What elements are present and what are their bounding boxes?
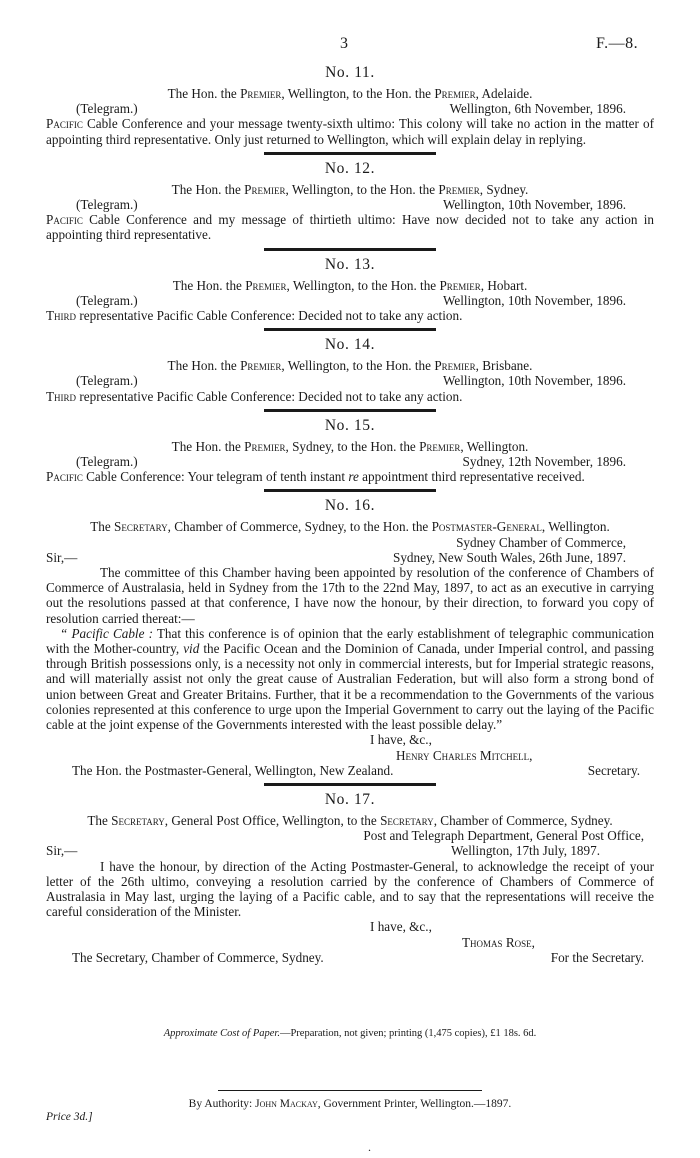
message-body: Pacific Cable Conference and my message of thirtieth ultimo: Have now decided not to take any action in appointing third representative.	[46, 212, 654, 243]
message-number: No. 13.	[324, 255, 376, 273]
salutation: Sir,—	[46, 843, 78, 859]
message-body: Third representative Pacific Cable Conference: Decided not to take any action.	[46, 308, 463, 324]
message-heading: The Hon. the Premier, Sydney, to the Hon. the Premier, Wellington.	[171, 438, 529, 454]
message-number: No. 15.	[324, 416, 376, 434]
telegram-line	[46, 373, 654, 388]
place-date: Sydney, New South Wales, 26th June, 1897.	[392, 549, 626, 565]
message-number: No. 14.	[324, 336, 376, 354]
telegram-label: (Telegram.)	[76, 292, 138, 308]
place-date: Wellington, 10th November, 1896.	[442, 373, 626, 389]
telegram-line	[46, 293, 654, 308]
addressee-line	[46, 950, 654, 965]
signer-title: For the Secretary.	[550, 949, 644, 965]
bottom-mark: .	[368, 1140, 371, 1154]
message-body: Third representative Pacific Cable Conference: Decided not to take any action.	[46, 388, 463, 404]
telegram-label: (Telegram.)	[76, 197, 138, 213]
salutation-line	[46, 843, 654, 858]
section-rule	[264, 489, 436, 492]
telegram-line	[46, 454, 654, 469]
section-rule	[264, 328, 436, 331]
message-heading: The Hon. the Premier, Wellington, to the Hon. the Premier, Sydney.	[171, 181, 529, 197]
salutation: Sir,—	[46, 549, 78, 565]
letter-paragraph: I have the honour, by direction of the Acting Postmaster-General, to acknowledge the receipt of your letter of the 26th ultimo, conveying a resolution carried by the conference of Chambers of Commerce of Australasia in May last, urging the laying of a Pacific cable, and to say that the representations will receive the careful consideration of the Minister.	[46, 858, 654, 920]
message-heading: The Secretary, General Post Office, Wellington, to the Secretary, Chamber of Commerce, Sydney.	[87, 812, 613, 828]
place-date: Wellington, 17th July, 1897.	[450, 843, 600, 859]
signer-name: Thomas Rose,	[462, 934, 535, 950]
addressee: The Secretary, Chamber of Commerce, Sydney.	[72, 949, 324, 965]
message-number: No. 12.	[324, 159, 376, 177]
page-body	[46, 64, 654, 965]
page-number: 3	[340, 35, 348, 52]
message-15	[46, 417, 654, 493]
salutation-line	[46, 550, 654, 565]
message-heading: The Hon. the Premier, Wellington, to the Hon. the Premier, Brisbane.	[167, 358, 533, 374]
place-date: Wellington, 10th November, 1896.	[442, 197, 626, 213]
message-13	[46, 256, 654, 332]
message-number: No. 11.	[325, 64, 375, 81]
closing: I have, &c.,	[370, 732, 432, 748]
message-body: Pacific Cable Conference: Your telegram of tenth instant re appointment third representative received.	[46, 469, 585, 485]
letter-17	[46, 791, 654, 965]
message-12	[46, 160, 654, 251]
addressee-line	[46, 763, 654, 778]
message-heading: The Secretary, Chamber of Commerce, Sydney, to the Hon. the Postmaster-General, Wellington.	[90, 519, 610, 535]
message-number: No. 16.	[324, 497, 376, 515]
message-body: Pacific Cable Conference and your message twenty-sixth ultimo: This colony will take no action in the matter of appointing third representative. Only just returned to Wellington, which will explain delay in replying.	[46, 116, 654, 147]
cost-note: Approximate Cost of Paper.—Preparation, not given; printing (1,475 copies), £1 18s. 6d.	[163, 1028, 537, 1039]
sender-address: Sydney Chamber of Commerce,	[456, 534, 626, 550]
section-rule	[264, 248, 436, 251]
section-rule	[264, 152, 436, 155]
place-date: Wellington, 6th November, 1896.	[449, 101, 626, 117]
section-rule	[264, 409, 436, 412]
place-date: Sydney, 12th November, 1896.	[462, 454, 626, 470]
document-reference: F.—8.	[596, 35, 639, 52]
signer-title: Secretary.	[587, 762, 640, 778]
printer-authority: By Authority: John Mackay, Government Printer, Wellington.—1897.	[188, 1098, 512, 1110]
message-14	[46, 336, 654, 412]
letter-paragraph: The committee of this Chamber having been appointed by resolution of the conference of Chambers of Commerce of Australasia, held in Sydney from the 17th to the 22nd May, 1897, to act as an executive in carrying out the resolutions passed at that conference, I have now the honour, by their direction, to forward you copy of resolution carried thereat:—	[46, 565, 654, 626]
closing: I have, &c.,	[370, 919, 432, 935]
telegram-line	[46, 101, 654, 116]
letter-16	[46, 497, 654, 785]
message-heading: The Hon. the Premier, Wellington, to the Hon. the Premier, Hobart.	[172, 277, 528, 293]
section-rule	[264, 783, 436, 786]
telegram-line	[46, 197, 654, 212]
telegram-label: (Telegram.)	[76, 373, 138, 389]
message-number: No. 17.	[324, 790, 376, 808]
place-date: Wellington, 10th November, 1896.	[442, 292, 626, 308]
sender-address: Post and Telegraph Department, General Post Office,	[363, 828, 644, 844]
message-heading: The Hon. the Premier, Wellington, to the Hon. the Premier, Adelaide.	[167, 86, 533, 101]
message-11	[46, 64, 654, 155]
addressee: The Hon. the Postmaster-General, Wellington, New Zealand.	[72, 762, 394, 778]
telegram-label: (Telegram.)	[76, 101, 138, 117]
footer-rule	[218, 1090, 482, 1091]
telegram-label: (Telegram.)	[76, 454, 138, 470]
price-note: Price 3d.]	[46, 1111, 93, 1123]
signer-name: Henry Charles Mitchell,	[396, 747, 533, 763]
resolution-quote: “ Pacific Cable : That this conference is of opinion that the early establishment of telegraphic communication with the Mother-country, vid the Pacific Ocean and the Dominion of Canada, under Imperial control, and passing through British possessions only, is a necessity not only in commercial interests, but for Imperial strategic reasons, and will materially assist not only the great cause of Australian Federation, but will also form a strong bond of union between Great and Greater Britains. Further, that it be a recommendation to the Governments of the various colonies represented at this conference to urge upon the Imperial Government to carry out the laying of the Pacific cable at the joint expense of the Governments interested with the least possible delay.”	[46, 625, 654, 733]
